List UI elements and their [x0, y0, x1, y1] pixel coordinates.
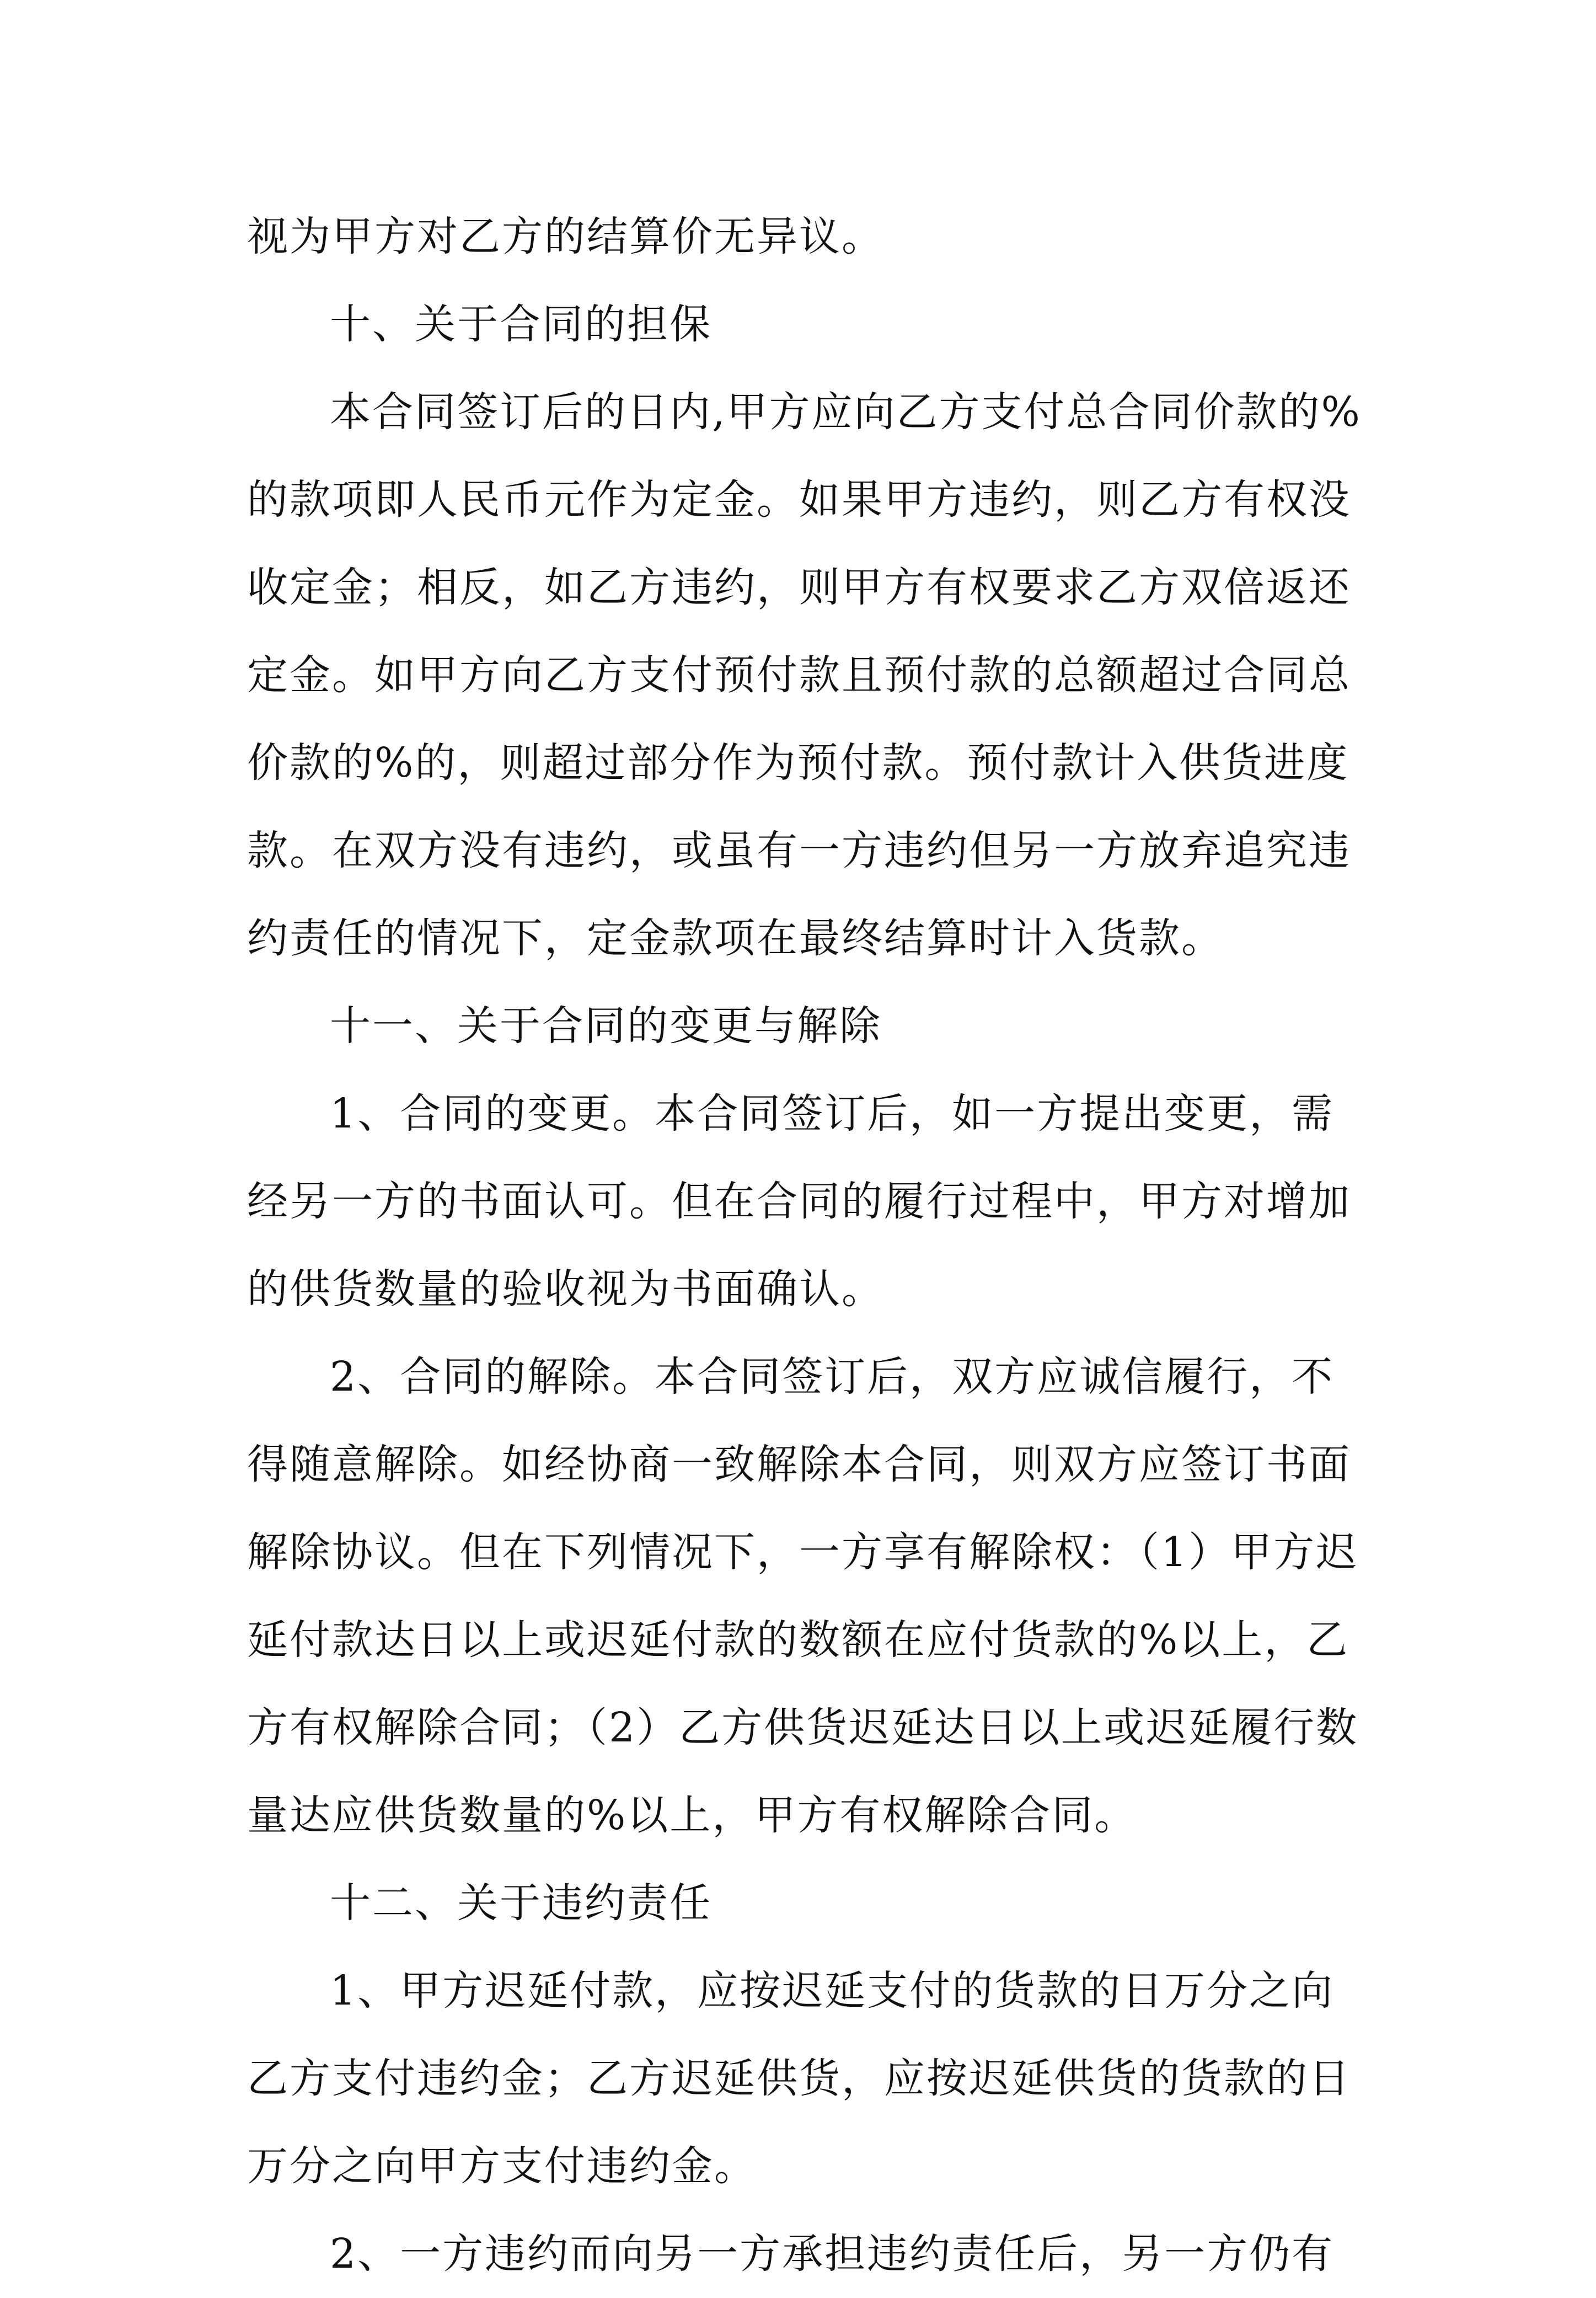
text-line-9: 约责任的情况下，定金款项在最终结算时计入货款。 [247, 915, 1224, 962]
text-line-21: 1、甲方迟延付款，应按迟延支付的货款的日万分之向 [330, 1967, 1335, 2014]
text-line-19: 量达应供货数量的%以上，甲方有权解除合同。 [247, 1792, 1137, 1839]
text-line-3: 本合同签订后的日内,甲方应向乙方支付总合同价款的% [330, 388, 1362, 436]
text-line-12: 经另一方的书面认可。但在合同的履行过程中，甲方对增加 [247, 1178, 1351, 1225]
text-line-18: 方有权解除合同；（2）乙方供货迟延达日以上或迟延履行数 [247, 1704, 1359, 1751]
text-line-5: 收定金；相反，如乙方违约，则甲方有权要求乙方双倍返还 [247, 564, 1351, 611]
text-line-4: 的款项即人民币元作为定金。如果甲方违约，则乙方有权没 [247, 476, 1351, 523]
text-line-13: 的供货数量的验收视为书面确认。 [247, 1265, 884, 1313]
text-line-8: 款。在双方没有违约，或虽有一方违约但另一方放弃追究违 [247, 827, 1351, 874]
text-line-15: 得随意解除。如经协商一致解除本合同，则双方应签订书面 [247, 1441, 1351, 1488]
section-heading-liability: 十二、关于违约责任 [330, 1879, 712, 1927]
text-line-22: 乙方支付违约金；乙方迟延供货，应按迟延供货的货款的日 [247, 2055, 1351, 2102]
section-heading-change-termination: 十一、关于合同的变更与解除 [330, 1002, 882, 1050]
section-heading-guarantee: 十、关于合同的担保 [330, 301, 712, 348]
text-line-17: 延付款达日以上或迟延付款的数额在应付货款的%以上，乙 [247, 1616, 1349, 1664]
contract-text [247, 193, 1367, 2298]
text-line-1: 视为甲方对乙方的结算价无异议。 [247, 213, 884, 260]
text-line-23: 万分之向甲方支付违约金。 [247, 2142, 757, 2190]
text-line-16: 解除协议。但在下列情况下，一方享有解除权：（1）甲方迟 [247, 1529, 1359, 1576]
text-line-24: 2、一方违约而向另一方承担违约责任后，另一方仍有 [330, 2230, 1335, 2278]
text-line-7: 价款的%的，则超过部分作为预付款。预付款计入供货进度 [247, 739, 1349, 787]
text-line-6: 定金。如甲方向乙方支付预付款且预付款的总额超过合同总 [247, 651, 1351, 699]
text-line-14: 2、合同的解除。本合同签订后，双方应诚信履行，不 [330, 1353, 1335, 1401]
text-line-11: 1、合同的变更。本合同签订后，如一方提出变更，需 [330, 1090, 1335, 1137]
